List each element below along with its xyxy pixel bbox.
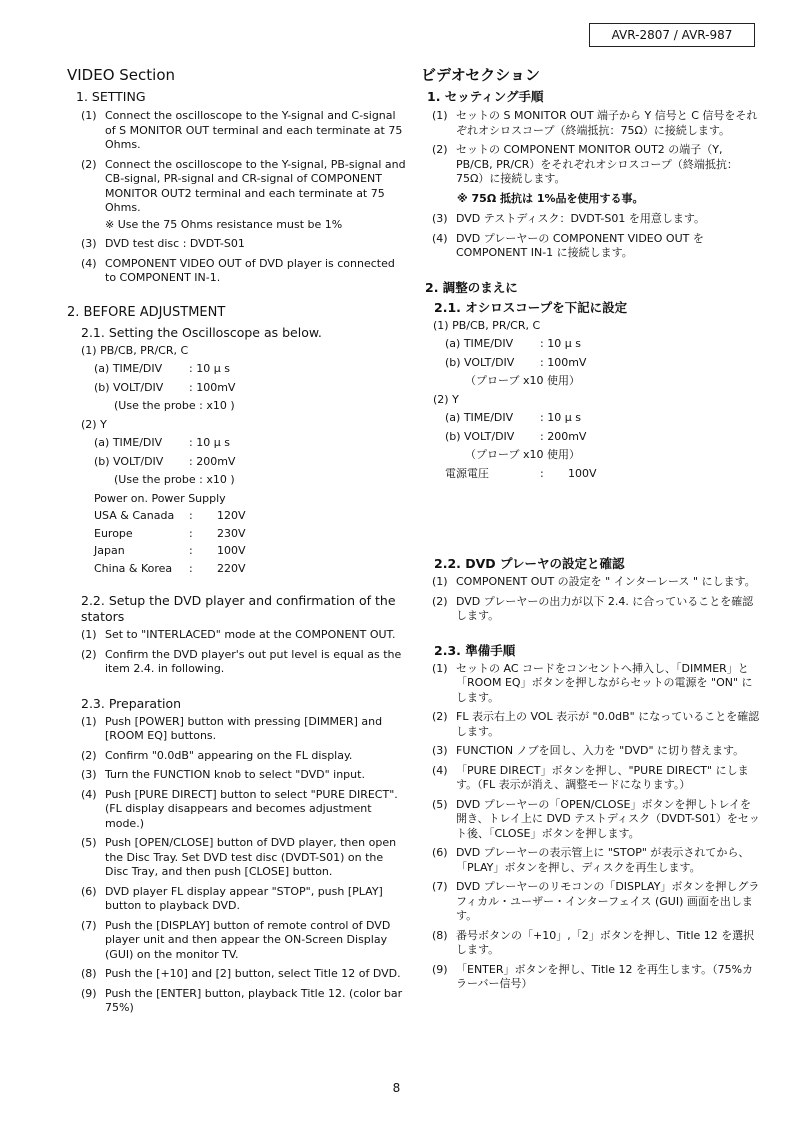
oscilloscope-heading: 2.1. Setting the Oscilloscope as below. <box>81 324 322 340</box>
power-row: China & Korea : 220V <box>94 561 246 575</box>
preparation-heading-jp: 2.3. 準備手順 <box>434 642 516 658</box>
list-item: (1) セットの AC コードをコンセントへ挿入し、「DIMMER」と「ROOM EQ」ボタンを押しながらセットの電源を "ON" にします。 <box>432 661 753 704</box>
list-item: (4) DVD プレーヤーの COMPONENT VIDEO OUT を COMPONENT IN-1 に接続します。 <box>432 231 704 259</box>
section-title-jp: ビデオセクション <box>421 66 540 84</box>
list-item: (1) Connect the oscilloscope to the Y-signal and C-signal of S MONITOR OUT terminal and each terminate at 75 Ohms. <box>81 109 403 151</box>
list-item: (4) COMPONENT VIDEO OUT of DVD player is connected to COMPONENT IN-1. <box>81 256 395 284</box>
list-item: (6) DVD プレーヤーの表示管上に "STOP" が表示されてから、「PLAY」ボタンを押し、ディスクを再生します。 <box>432 846 750 874</box>
probe-note-jp: （プローブ x10 使用） <box>465 448 580 461</box>
list-item: (9) 「ENTER」ボタンを押し、Title 12 を再生します。（75%カラーバー信号） <box>432 962 754 990</box>
setting-row: (a) TIME/DIV : 10 μ s <box>94 362 230 375</box>
before-adjustment-heading: 2. BEFORE ADJUSTMENT <box>67 304 226 320</box>
power-voltage-row-jp: 電源電圧 : 100V <box>445 466 597 480</box>
setting-row: (b) VOLT/DIV : 200mV <box>445 429 587 443</box>
power-row: Japan : 100V <box>94 544 246 557</box>
setting-heading: 1. SETTING <box>76 89 146 104</box>
list-item: (2) セットの COMPONENT MONITOR OUT2 の端子（Y, PB/CB, PR/CR）をそれぞれオシロスコープ（終端抵抗：75Ω）に接続します。 <box>432 143 738 185</box>
list-item: (3) DVD テストディスク：DVDT-S01 を用意します。 <box>432 212 705 225</box>
power-supply-title: Power on. Power Supply <box>94 491 226 505</box>
dvd-setup-heading-jp: 2.2. DVD プレーヤの設定と確認 <box>434 556 625 571</box>
setting-row: (b) VOLT/DIV : 200mV <box>94 454 236 468</box>
probe-group-2-head-jp: (2) Y <box>433 392 459 406</box>
list-item: (6) DVD player FL display appear "STOP", push [PLAY] button to playback DVD. <box>81 884 383 912</box>
resistance-note-jp: ※ 75Ω 抵抗は 1%品を使用する事。 <box>457 191 644 205</box>
list-item: (5) DVD プレーヤーの「OPEN/CLOSE」ボタンを押しトレイを開き、トレイ上に DVD テストディスク（DVDT-S01）をセット後、「CLOSE」ボタンを押します。 <box>432 797 760 840</box>
list-item: (5) Push [OPEN/CLOSE] button of DVD player, then open the Disc Tray. Set DVD test disc (DVDT-S01) on the Disc Tray, and then push [CLOSE] button. <box>81 836 397 878</box>
probe-note: (Use the probe : x10 ) <box>114 473 235 486</box>
list-item: (2) DVD プレーヤーの出力が以下 2.4. に合っていることを確認します。 <box>432 594 754 622</box>
setting-row: (a) TIME/DIV : 10 μ s <box>445 337 581 350</box>
preparation-heading: 2.3. Preparation <box>81 695 182 711</box>
list-item: (2) Confirm "0.0dB" appearing on the FL display. <box>81 748 353 762</box>
setting-row: (a) TIME/DIV : 10 μ s <box>445 411 581 424</box>
list-item: (2) Confirm the DVD player's out put level is equal as the item 2.4. in following. <box>81 647 402 675</box>
english-column <box>67 60 407 1021</box>
setting-row: (b) VOLT/DIV : 100mV <box>445 355 587 369</box>
probe-group-1-head: (1) PB/CB, PR/CR, C <box>81 343 189 357</box>
resistance-note: ※ Use the 75 Ohms resistance must be 1% <box>105 217 343 231</box>
list-item: (3) Turn the FUNCTION knob to select "DVD" input. <box>81 768 365 781</box>
list-item: (8) Push the [+10] and [2] button, select Title 12 of DVD. <box>81 967 401 980</box>
setting-heading-jp: 1. セッティング手順 <box>427 89 544 104</box>
list-item: (3) DVD test disc : DVDT-S01 <box>81 237 245 250</box>
list-item: (8) 番号ボタンの「+10」,「2」ボタンを押し、Title 12 を選択します。 <box>432 928 755 956</box>
list-item: (7) DVD プレーヤーのリモコンの「DISPLAY」ボタンを押しグラフィカル・ユーザー・インターフェイス (GUI) 画面を出します。 <box>432 880 760 922</box>
probe-group-1-head-jp: (1) PB/CB, PR/CR, C <box>433 318 541 332</box>
list-item: (7) Push the [DISPLAY] button of remote control of DVD player unit and then appear the ON-Screen Display (GUI) on the monitor TV. <box>81 918 391 961</box>
model-number-box: AVR-2807 / AVR-987 <box>589 23 755 47</box>
probe-note-jp: （プローブ x10 使用） <box>465 374 580 387</box>
oscilloscope-heading-jp: 2.1. オシロスコープを下記に設定 <box>434 299 628 315</box>
power-row: USA & Canada : 120V <box>94 509 246 522</box>
setting-row: (b) VOLT/DIV : 100mV <box>94 380 236 394</box>
dvd-setup-heading: 2.2. Setup the DVD player and confirmation of the stators <box>81 593 396 624</box>
list-item: (1) セットの S MONITOR OUT 端子から Y 信号と C 信号をそれぞれオシロスコープ（終端抵抗：75Ω）に接続します。 <box>432 109 758 137</box>
before-adjustment-heading-jp: 2. 調整のまえに <box>425 279 518 295</box>
probe-note: (Use the probe : x10 ) <box>114 399 235 412</box>
list-item: (2) Connect the oscilloscope to the Y-signal, PB-signal and CB-signal, PR-signal and CR-signal of COMPONENT MONITOR OUT2 terminal and each terminate at 75 Ohms. ※ Use the 75 Ohms resistance must be 1% <box>81 157 406 231</box>
power-row: Europe : 230V <box>94 526 246 540</box>
list-item: (9) Push the [ENTER] button, playback Title 12. (color bar 75%) <box>81 986 403 1014</box>
section-title: VIDEO Section <box>67 66 176 84</box>
list-item: (1) Set to "INTERLACED" mode at the COMPONENT OUT. <box>81 628 396 641</box>
probe-group-2-head: (2) Y <box>81 417 107 431</box>
list-item: (4) Push [PURE DIRECT] button to select "PURE DIRECT". (FL display disappears and becomes adjustment mode.) <box>81 787 398 830</box>
list-item: (3) FUNCTION ノブを回し、入力を "DVD" に切り替えます。 <box>432 744 745 757</box>
japanese-column <box>421 60 761 997</box>
list-item: (4) 「PURE DIRECT」ボタンを押し、"PURE DIRECT" にします。（FL 表示が消え、調整モードになります。） <box>432 763 749 791</box>
list-item: (1) COMPONENT OUT の設定を " インターレース " にします。 <box>432 575 756 588</box>
list-item: (2) FL 表示右上の VOL 表示が "0.0dB" になっていることを確認します。 <box>432 710 760 738</box>
page-number: 8 <box>392 1081 401 1095</box>
setting-row: (a) TIME/DIV : 10 μ s <box>94 436 230 449</box>
list-item: (1) Push [POWER] button with pressing [DIMMER] and [ROOM EQ] buttons. <box>81 714 383 742</box>
